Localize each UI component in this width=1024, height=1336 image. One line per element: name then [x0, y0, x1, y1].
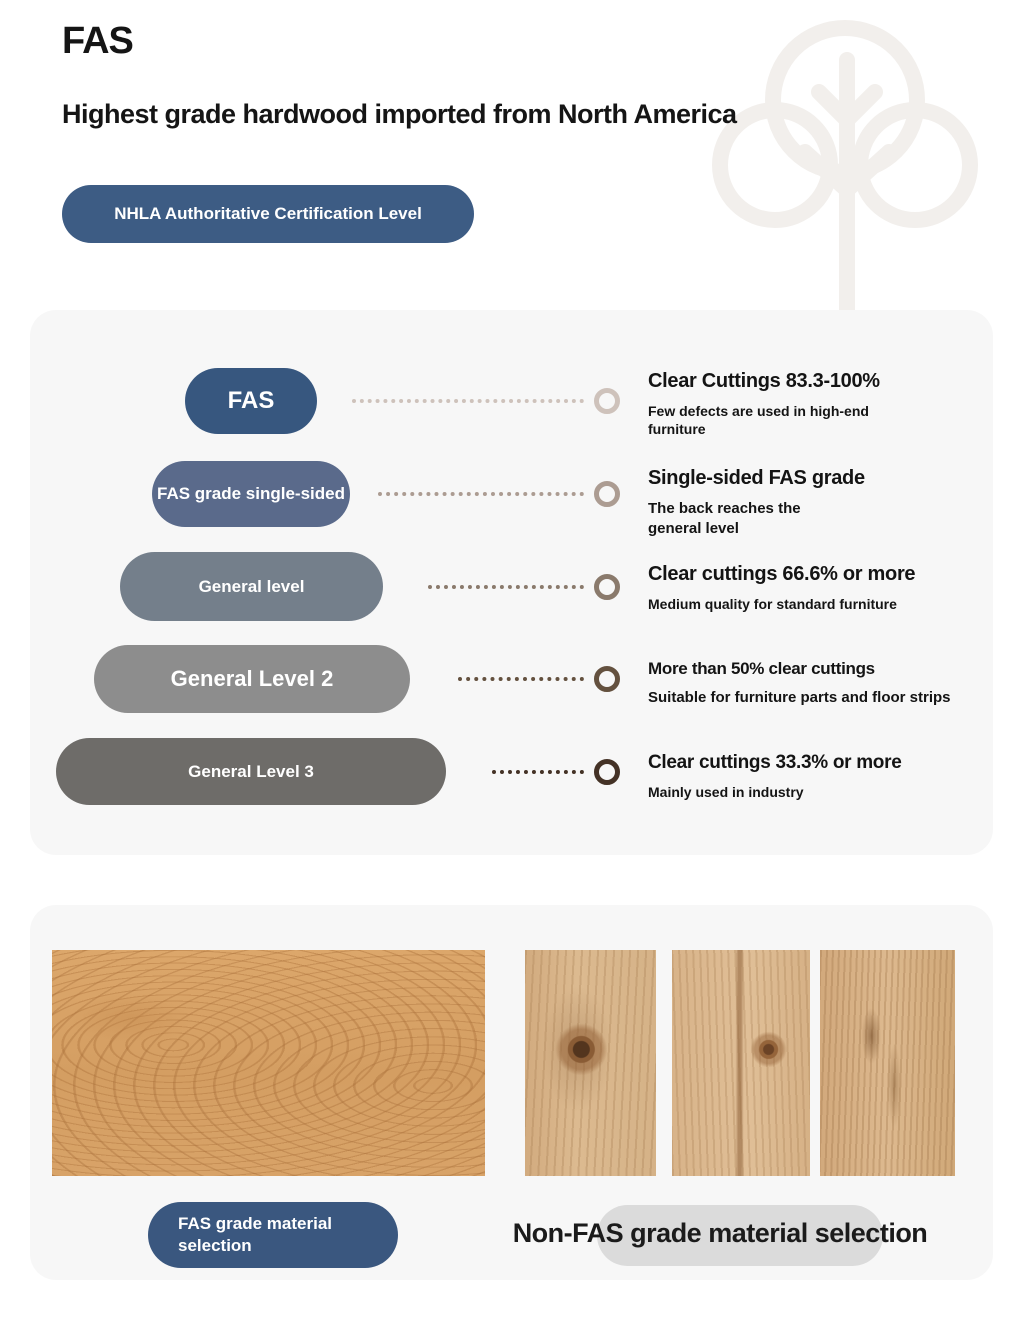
- certification-badge-label: NHLA Authoritative Certification Level: [114, 204, 422, 223]
- connector-dots: [352, 399, 584, 403]
- grade-description-sub: Mainly used in industry: [648, 784, 804, 800]
- grade-description: [648, 752, 948, 801]
- non-fas-wood-sample-2-image: [672, 950, 810, 1176]
- grade-description-title: Clear cuttings 66.6% or more: [648, 563, 916, 585]
- connector-ring-icon: [594, 759, 620, 785]
- non-fas-wood-sample-3-image: [820, 950, 955, 1176]
- grade-pill-label: FAS: [227, 387, 275, 414]
- grade-description-sub: The back reaches the general level: [648, 500, 801, 537]
- grade-description-title: Single-sided FAS grade: [648, 467, 865, 489]
- grade-description-title: Clear cuttings 33.3% or more: [648, 752, 902, 773]
- grade-pill-label: FAS grade single-sided: [157, 484, 345, 503]
- grade-description: [648, 563, 988, 613]
- grade-description: [648, 659, 1008, 708]
- grade-description: [648, 370, 918, 438]
- grade-description-title: More than 50% clear cuttings: [648, 659, 875, 678]
- non-fas-material-label: Non-FAS grade material selection: [512, 1218, 928, 1248]
- grade-pill-label: General Level 2: [170, 666, 334, 691]
- grade-pill-fas: [185, 368, 317, 434]
- connector-ring-icon: [594, 666, 620, 692]
- non-fas-wood-sample-1-image: [525, 950, 656, 1176]
- connector-dots: [458, 677, 584, 681]
- connector-ring-icon: [594, 574, 620, 600]
- grade-pill-fas-single-sided: [152, 461, 350, 527]
- grade-pill-general-level-2: [94, 645, 410, 713]
- connector-dots: [378, 492, 584, 496]
- grade-description-sub: Few defects are used in high-end furniture: [648, 403, 869, 438]
- connector-ring-icon: [594, 388, 620, 414]
- grade-description-title: Clear Cuttings 83.3-100%: [648, 370, 880, 392]
- fas-material-badge: [148, 1202, 398, 1268]
- grade-pill-label: General Level 3: [188, 761, 314, 781]
- tree-icon: [700, 5, 995, 330]
- connector-dots: [428, 585, 584, 589]
- grade-description: [648, 467, 865, 538]
- grade-pill-label: General level: [198, 576, 305, 596]
- certification-badge: [62, 185, 474, 243]
- fas-material-badge-label: FAS grade material selection: [178, 1213, 333, 1255]
- grade-description-sub: Suitable for furniture parts and floor strips: [648, 689, 951, 706]
- connector-ring-icon: [594, 481, 620, 507]
- grade-description-sub: Medium quality for standard furniture: [648, 596, 897, 612]
- grade-pill-general-level: [120, 552, 383, 621]
- grade-pill-general-level-3: [56, 738, 446, 805]
- fas-wood-sample-image: [52, 950, 485, 1176]
- page-subtitle: Highest grade hardwood imported from North America: [62, 99, 737, 129]
- page-title: FAS: [62, 20, 133, 62]
- connector-dots: [492, 770, 584, 774]
